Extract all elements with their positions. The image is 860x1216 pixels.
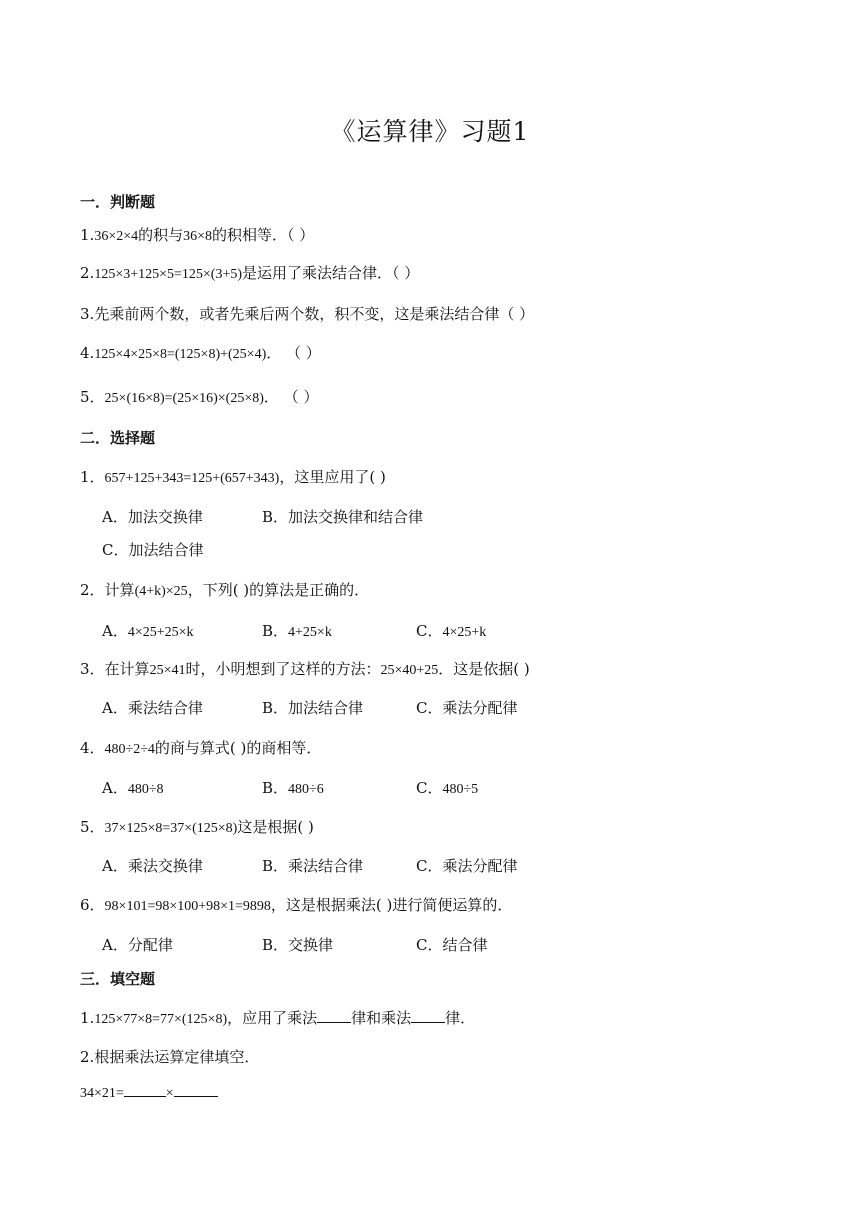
option-b [262,620,332,641]
option-letter: B． [262,779,289,797]
page-title: 《运算律》习题1 [330,117,530,146]
math-expression: 25×40+25 [380,663,439,678]
choice-question-3 [80,658,530,679]
option-c: C．结合律 [416,936,488,954]
section-heading-fill-blank: 三．填空题 [80,970,156,988]
judgment-question-2 [80,262,419,283]
option-letter: A． [102,779,128,797]
fill-question-1 [80,1007,475,1028]
question-number: 2. [80,264,95,282]
question-text: ，这里应用了( ) [279,468,386,486]
option-letter: A． [102,622,128,640]
math-expression: 37×125×8=37×(125×8) [104,821,238,836]
option-a: A．分配律 [102,936,173,954]
option-b [262,777,324,798]
option-letter: C． [416,622,443,640]
question-text: 的积与 [138,226,184,244]
option-math: 4+25×k [288,625,332,640]
option-b: B．加法交换律和结合律 [262,508,424,526]
math-expression: 98×101=98×100+98×1=9898 [104,899,271,914]
question-text: ． （ ） [266,344,321,362]
question-text: ，应用了乘法 [227,1009,318,1027]
option-c [416,620,486,641]
math-expression: (4+k)×25 [134,584,188,599]
math-expression: 34×21= [80,1086,124,1101]
math-expression: 25×(16×8)=(25×16)×(25×8) [104,391,264,406]
option-letter: C． [416,779,443,797]
option-letter: B． [262,622,289,640]
question-text: 的商与算式( )的商相等． [154,739,322,757]
option-c: C．加法结合律 [102,541,204,559]
question-number: 3. [80,305,95,323]
math-expression: 657+125+343=125+(657+343) [104,471,280,486]
choice-question-1 [80,466,386,487]
question-number: 4. [80,344,95,362]
answer-blank[interactable] [317,1008,351,1023]
option-b: B．交换律 [262,936,334,954]
question-number: 2. [80,1048,95,1066]
fill-question-2 [80,1046,259,1067]
question-number: 4． [80,739,105,757]
option-c: C．乘法分配律 [416,857,518,875]
math-expression: 36×8 [183,229,213,244]
question-number: 2． [80,581,105,599]
option-math: 4×25+k [442,625,487,640]
option-math: 480÷5 [442,782,479,797]
judgment-question-5 [80,386,318,407]
option-math: 480÷8 [127,782,164,797]
math-expression: 125×4×25×8=(125×8)+(25×4) [94,347,267,362]
question-text: 根据乘法运算定律填空． [94,1048,260,1066]
question-text: ，下列( )的算法是正确的． [187,581,370,599]
choice-question-2 [80,579,369,600]
question-number: 6． [80,896,105,914]
judgment-question-3 [80,303,534,324]
question-number: 1． [80,468,105,486]
question-text: 时，小明想到了这样的方法： [185,660,381,678]
option-a [102,777,164,798]
question-number: 1. [80,226,95,244]
math-expression: 36×2×4 [94,229,139,244]
math-expression: 125×77×8=77×(125×8) [94,1012,228,1027]
section-heading-judgment: 一．判断题 [80,193,156,211]
choice-question-5 [80,816,314,837]
option-a [102,620,194,641]
question-text: ，这是根据乘法( )进行简便运算的． [270,896,513,914]
question-number: 5． [80,818,105,836]
question-number: 1. [80,1009,95,1027]
question-text: 的积相等．（ ） [212,226,315,244]
question-text: 计算 [104,581,135,599]
answer-blank[interactable] [174,1082,218,1097]
option-b: B．加法结合律 [262,699,364,717]
section-heading-choice: 二．选择题 [80,429,156,447]
option-a: A．加法交换律 [102,508,203,526]
option-c: C．乘法分配律 [416,699,518,717]
question-text: 先乘前两个数，或者先乘后两个数，积不变，这是乘法结合律（ ） [94,305,535,323]
choice-question-6 [80,894,512,915]
question-text: 律和乘法 [351,1009,412,1027]
math-expression: 25×41 [149,663,186,678]
question-text: 是运用了乘法结合律．（ ） [242,264,420,282]
option-a: A．乘法交换律 [102,857,203,875]
question-number: 3． [80,660,105,678]
fill-equation [80,1082,218,1102]
question-text: ． （ ） [263,388,319,406]
choice-question-4 [80,737,321,758]
math-expression: 125×3+125×5=125×(3+5) [94,267,243,282]
question-text: 律． [445,1009,476,1027]
math-expression: 480÷2÷4 [104,742,155,757]
option-c [416,777,478,798]
question-text: 在计算 [104,660,150,678]
judgment-question-1 [80,224,314,245]
answer-blank[interactable] [124,1082,166,1097]
option-math: 480÷6 [288,782,324,797]
option-math: 4×25+25×k [127,625,194,640]
option-b: B．乘法结合律 [262,857,364,875]
times-sign: × [165,1086,174,1101]
question-number: 5． [80,388,105,406]
question-text: ．这是依据( ) [438,660,530,678]
judgment-question-4 [80,342,321,363]
answer-blank[interactable] [411,1008,445,1023]
option-a: A．乘法结合律 [102,699,203,717]
question-text: 这是根据( ) [237,818,314,836]
